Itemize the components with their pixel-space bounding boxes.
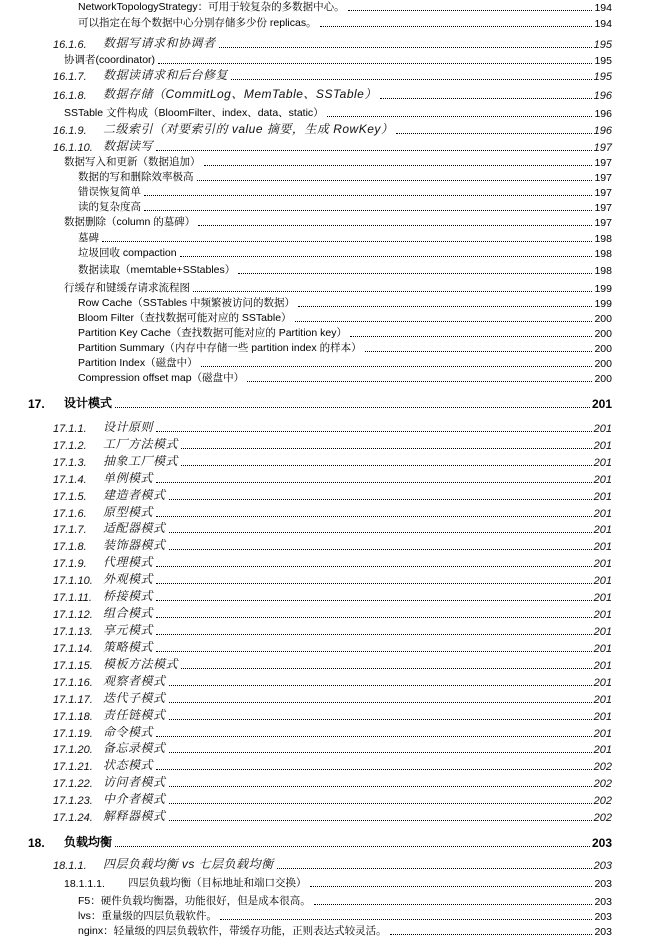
toc-entry[interactable] — [53, 757, 612, 773]
toc-dot-leader — [156, 617, 592, 618]
toc-entry[interactable] — [53, 808, 612, 824]
toc-entry[interactable] — [78, 245, 612, 260]
toc-entry[interactable] — [53, 774, 612, 790]
toc-entry-page-number: 203 — [594, 926, 612, 938]
toc-dot-leader — [295, 321, 593, 322]
toc-entry[interactable] — [64, 52, 612, 67]
toc-entry-page-number: 201 — [593, 643, 612, 655]
toc-dot-leader — [181, 465, 592, 466]
toc-dot-leader — [102, 241, 592, 242]
toc-entry-page-number: 200 — [594, 373, 612, 385]
toc-entry-page-number: 201 — [593, 660, 612, 672]
toc-entry-number: 16.1.7. — [53, 71, 87, 83]
toc-entry-number: 17.1.6. — [53, 508, 87, 520]
toc-entry-page-number: 197 — [594, 217, 612, 229]
toc-dot-leader — [231, 79, 592, 80]
toc-entry[interactable] — [53, 724, 612, 740]
toc-entry-number: 17.1.9. — [53, 558, 87, 570]
toc-entry[interactable] — [53, 35, 612, 51]
toc-dot-leader — [156, 769, 592, 770]
toc-entry-number: 17.1.15. — [53, 660, 93, 672]
toc-dot-leader — [365, 351, 593, 352]
toc-entry-page-number: 203 — [593, 860, 612, 872]
toc-entry-page-number: 201 — [593, 744, 612, 756]
toc-entry-title: 协调者(coordinator) — [64, 54, 156, 66]
toc-dot-leader — [156, 634, 592, 635]
toc-entry-number: 17.1.12. — [53, 609, 93, 621]
toc-entry-page-number: 202 — [593, 761, 612, 773]
toc-dot-leader — [320, 26, 593, 27]
toc-entry[interactable] — [64, 105, 612, 120]
toc-entry-title: F5：硬件负载均衡器，功能很好，但是成本很高。 — [78, 895, 311, 907]
toc-dot-leader — [169, 719, 592, 720]
toc-entry-title: 负载均衡 — [64, 835, 113, 849]
toc-entry-title: 桥接模式 — [103, 589, 154, 603]
toc-entry-page-number: 198 — [594, 248, 612, 260]
toc-entry-title: 可以指定在每个数据中心分别存储多少份 replicas。 — [78, 17, 317, 29]
toc-entry[interactable] — [53, 690, 612, 706]
toc-entry-number: 17.1.2. — [53, 440, 87, 452]
toc-dot-leader — [198, 225, 592, 226]
toc-entry-number: 17.1.3. — [53, 457, 87, 469]
toc-entry[interactable] — [78, 15, 612, 30]
toc-entry-title: 迭代子模式 — [103, 691, 166, 705]
toc-entry-page-number: 196 — [593, 90, 612, 102]
toc-entry[interactable] — [78, 370, 612, 385]
toc-entry-page-number: 198 — [594, 233, 612, 245]
toc-entry[interactable] — [53, 453, 612, 469]
toc-entry[interactable] — [53, 605, 612, 621]
toc-entry-title: 数据写入和更新（数据追加） — [64, 156, 201, 168]
toc-entry-page-number: 200 — [594, 343, 612, 355]
toc-dot-leader — [197, 180, 593, 181]
toc-entry[interactable] — [78, 310, 612, 325]
toc-entry-page-number: 201 — [593, 491, 612, 503]
toc-entry-title: 抽象工厂模式 — [103, 454, 179, 468]
toc-entry-number: 17.1.1. — [53, 423, 87, 435]
toc-entry[interactable] — [53, 673, 612, 689]
toc-entry[interactable] — [78, 262, 612, 277]
toc-entry-number: 17.1.5. — [53, 491, 87, 503]
toc-entry-title: 四层负载均衡 vs 七层负载均衡 — [103, 857, 274, 871]
toc-entry-page-number: 201 — [591, 397, 612, 411]
toc-entry-page-number: 195 — [593, 39, 612, 51]
toc-entry-page-number: 201 — [593, 677, 612, 689]
toc-entry[interactable] — [78, 0, 612, 14]
toc-entry-number: 17.1.18. — [53, 711, 93, 723]
toc-dot-leader — [156, 482, 592, 483]
toc-dot-leader — [169, 685, 592, 686]
toc-dot-leader — [180, 256, 593, 257]
toc-entry[interactable] — [64, 280, 612, 295]
toc-dot-leader — [169, 820, 592, 821]
toc-entry[interactable] — [64, 154, 612, 169]
toc-entry-number: 16.1.8. — [53, 90, 87, 102]
toc-entry[interactable] — [53, 537, 612, 553]
toc-entry-title: 状态模式 — [103, 758, 154, 772]
toc-entry-number: 18. — [28, 836, 45, 850]
toc-entry[interactable] — [53, 419, 612, 435]
toc-entry-title: 组合模式 — [103, 606, 154, 620]
toc-entry[interactable] — [53, 588, 612, 604]
toc-entry-number: 16.1.10. — [53, 142, 93, 154]
toc-entry-title: 二级索引（对要索引的 value 摘要，生成 RowKey） — [103, 122, 394, 136]
toc-dot-leader — [156, 736, 592, 737]
toc-dot-leader — [156, 150, 592, 151]
toc-entry-title: 策略模式 — [103, 640, 154, 654]
toc-entry-page-number: 200 — [594, 328, 612, 340]
toc-entry-number: 17.1.22. — [53, 778, 93, 790]
toc-entry[interactable] — [78, 340, 612, 355]
toc-entry-page-number: 194 — [594, 18, 612, 30]
toc-entry-number: 17.1.17. — [53, 694, 93, 706]
toc-dot-leader — [115, 846, 590, 847]
toc-dot-leader — [390, 934, 593, 935]
toc-entry[interactable] — [78, 908, 612, 923]
toc-dot-leader — [350, 336, 592, 337]
toc-entry-title: 数据删除（column 的墓碑） — [64, 216, 196, 228]
toc-entry-title: 设计原则 — [103, 420, 154, 434]
toc-entry[interactable] — [28, 833, 612, 850]
toc-entry-page-number: 201 — [593, 711, 612, 723]
toc-entry-number: 17.1.19. — [53, 728, 93, 740]
toc-entry-number: 17.1.16. — [53, 677, 93, 689]
toc-entry-page-number: 198 — [594, 265, 612, 277]
toc-dot-leader — [169, 702, 592, 703]
toc-entry[interactable] — [53, 121, 612, 137]
toc-entry-number: 17.1.11. — [53, 592, 92, 604]
toc-entry-title: 单例模式 — [103, 471, 154, 485]
toc-entry[interactable] — [53, 740, 612, 756]
toc-dot-leader — [156, 566, 592, 567]
toc-entry-title: 数据读取（memtable+SStables） — [78, 264, 236, 276]
toc-entry[interactable] — [64, 875, 612, 890]
toc-entry-title: 建造者模式 — [103, 488, 166, 502]
toc-entry-page-number: 196 — [594, 108, 612, 120]
toc-entry-title: 外观模式 — [103, 572, 154, 586]
toc-dot-leader — [169, 786, 592, 787]
toc-entry-title: 享元模式 — [103, 623, 154, 637]
toc-entry-title: 错误恢复简单 — [78, 186, 141, 198]
toc-entry-title: 代理模式 — [103, 555, 154, 569]
toc-entry[interactable] — [53, 86, 612, 102]
toc-entry[interactable] — [53, 436, 612, 452]
toc-entry-page-number: 199 — [594, 298, 612, 310]
toc-entry-number: 17.1.7. — [53, 524, 87, 536]
toc-dot-leader — [314, 904, 593, 905]
toc-dot-leader — [220, 919, 593, 920]
toc-entry-number: 17.1.4. — [53, 474, 87, 486]
toc-dot-leader — [181, 448, 592, 449]
toc-entry-page-number: 201 — [593, 609, 612, 621]
toc-entry-page-number: 197 — [594, 187, 612, 199]
toc-entry-page-number: 201 — [593, 694, 612, 706]
toc-entry-title: 垃圾回收 compaction — [78, 247, 177, 259]
toc-dot-leader — [219, 47, 592, 48]
toc-entry[interactable] — [78, 230, 612, 245]
toc-entry-title: Compression offset map（磁盘中） — [78, 372, 245, 384]
toc-entry-number: 17.1.24. — [53, 812, 93, 824]
toc-entry-page-number: 199 — [594, 283, 612, 295]
toc-entry-title: 行缓存和键缓存请求流程图 — [64, 282, 190, 294]
toc-entry-title: 访问者模式 — [103, 775, 166, 789]
toc-entry-number: 17.1.21. — [53, 761, 93, 773]
toc-entry-page-number: 197 — [594, 157, 612, 169]
toc-entry-page-number: 201 — [593, 508, 612, 520]
toc-entry-number: 16.1.9. — [53, 125, 87, 137]
toc-entry[interactable] — [28, 394, 612, 411]
toc-entry-title: 读的复杂度高 — [78, 201, 141, 213]
toc-entry-page-number: 201 — [593, 541, 612, 553]
toc-entry[interactable] — [53, 622, 612, 638]
toc-dot-leader — [169, 549, 592, 550]
toc-dot-leader — [156, 516, 592, 517]
toc-dot-leader — [310, 886, 593, 887]
toc-entry[interactable] — [53, 791, 612, 807]
toc-entry[interactable] — [53, 554, 612, 570]
toc-dot-leader — [156, 583, 592, 584]
toc-entry-title: lvs：重量级的四层负载软件。 — [78, 910, 217, 922]
toc-entry[interactable] — [53, 138, 612, 154]
toc-entry-title: 数据的写和删除效率极高 — [78, 171, 194, 183]
toc-entry-title: 命令模式 — [103, 725, 154, 739]
toc-entry[interactable] — [53, 487, 612, 503]
toc-entry-number: 17.1.10. — [53, 575, 93, 587]
toc-entry-page-number: 194 — [594, 2, 612, 14]
toc-entry-page-number: 203 — [594, 896, 612, 908]
toc-entry-page-number: 201 — [593, 457, 612, 469]
toc-entry-page-number: 203 — [594, 878, 612, 890]
toc-entry-title: 设计模式 — [64, 396, 113, 410]
toc-entry-title: 解释器模式 — [103, 809, 166, 823]
toc-entry[interactable] — [53, 656, 612, 672]
toc-entry-number: 17.1.20. — [53, 744, 93, 756]
toc-dot-leader — [247, 381, 592, 382]
toc-entry[interactable] — [53, 856, 612, 872]
toc-entry-title: 数据读请求和后台修复 — [103, 68, 229, 82]
toc-entry-title: Partition Key Cache（查找数据可能对应的 Partition key） — [78, 327, 347, 339]
toc-dot-leader — [396, 133, 591, 134]
toc-entry-number: 17.1.14. — [53, 643, 93, 655]
toc-entry-number: 18.1.1. — [53, 860, 87, 872]
toc-entry-page-number: 201 — [593, 423, 612, 435]
toc-entry-number: 18.1.1.1. — [64, 878, 105, 890]
toc-entry-title: 模板方法模式 — [103, 657, 179, 671]
toc-entry[interactable] — [64, 214, 612, 229]
toc-entry-title: SSTable 文件构成（BloomFilter、index、data、static） — [64, 107, 324, 119]
toc-dot-leader — [158, 63, 592, 64]
toc-entry[interactable] — [78, 893, 612, 908]
toc-dot-leader — [169, 532, 592, 533]
toc-entry-title: 责任链模式 — [103, 708, 166, 722]
toc-entry[interactable] — [78, 184, 612, 199]
toc-entry-number: 17.1.23. — [53, 795, 93, 807]
toc-entry-title: 适配器模式 — [103, 521, 166, 535]
toc-dot-leader — [144, 210, 592, 211]
toc-entry-page-number: 202 — [593, 795, 612, 807]
toc-entry-title: 原型模式 — [103, 505, 154, 519]
toc-entry[interactable] — [53, 470, 612, 486]
toc-entry-number: 17.1.8. — [53, 541, 87, 553]
toc-entry-title: 数据读写 — [103, 139, 154, 153]
toc-entry-title: 墓碑 — [78, 232, 99, 244]
toc-entry-title: 数据写请求和协调者 — [103, 36, 216, 50]
toc-entry-title: Partition Summary（内存中存储一些 partition index 的样本） — [78, 342, 362, 354]
toc-entry-title: 数据存储（CommitLog、MemTable、SSTable） — [103, 87, 377, 101]
toc-dot-leader — [169, 499, 592, 500]
toc-dot-leader — [380, 98, 592, 99]
toc-entry-page-number: 201 — [593, 626, 612, 638]
toc-dot-leader — [298, 306, 592, 307]
toc-entry-page-number: 201 — [593, 440, 612, 452]
toc-dot-leader — [169, 803, 592, 804]
toc-dot-leader — [156, 651, 592, 652]
toc-dot-leader — [169, 752, 592, 753]
toc-entry-number: 17.1.13. — [53, 626, 93, 638]
toc-entry-page-number: 201 — [593, 558, 612, 570]
toc-dot-leader — [348, 10, 593, 11]
toc-entry-page-number: 200 — [594, 313, 612, 325]
toc-entry-page-number: 201 — [593, 524, 612, 536]
toc-entry-title: 装饰器模式 — [103, 538, 166, 552]
toc-entry-page-number: 201 — [593, 592, 612, 604]
toc-dot-leader — [238, 273, 592, 274]
toc-entry[interactable] — [53, 707, 612, 723]
toc-dot-leader — [156, 431, 592, 432]
toc-dot-leader — [327, 116, 593, 117]
toc-entry-page-number: 203 — [591, 836, 612, 850]
toc-entry-title: NetworkTopologyStrategy：可用于较复杂的多数据中心。 — [78, 1, 345, 13]
toc-entry[interactable] — [78, 169, 612, 184]
toc-entry-number: 17. — [28, 397, 45, 411]
toc-entry[interactable] — [78, 199, 612, 214]
toc-entry-title: nginx：轻量级的四层负载软件，带缓存功能，正则表达式较灵活。 — [78, 925, 387, 937]
toc-dot-leader — [204, 165, 593, 166]
toc-entry-number: 16.1.6. — [53, 39, 87, 51]
toc-entry-page-number: 201 — [593, 728, 612, 740]
toc-entry-title: Partition Index（磁盘中） — [78, 357, 198, 369]
toc-entry-page-number: 202 — [593, 812, 612, 824]
toc-entry-page-number: 195 — [594, 55, 612, 67]
toc-entry-page-number: 200 — [594, 358, 612, 370]
toc-entry-page-number: 195 — [593, 71, 612, 83]
toc-entry[interactable] — [53, 571, 612, 587]
toc-entry-title: 备忘录模式 — [103, 741, 166, 755]
toc-entry[interactable] — [53, 504, 612, 520]
toc-dot-leader — [193, 291, 592, 292]
toc-dot-leader — [181, 668, 592, 669]
toc-entry[interactable] — [53, 520, 612, 536]
toc-dot-leader — [201, 366, 593, 367]
toc-entry[interactable] — [78, 355, 612, 370]
toc-entry[interactable] — [78, 325, 612, 340]
toc-entry-page-number: 197 — [594, 172, 612, 184]
toc-entry-title: 观察者模式 — [103, 674, 166, 688]
toc-dot-leader — [156, 600, 592, 601]
toc-entry-title: 中介者模式 — [103, 792, 166, 806]
toc-entry-page-number: 202 — [593, 778, 612, 790]
toc-entry-page-number: 201 — [593, 474, 612, 486]
toc-entry-page-number: 201 — [593, 575, 612, 587]
toc-dot-leader — [144, 195, 592, 196]
toc-entry-title: Bloom Filter（查找数据可能对应的 SSTable） — [78, 312, 292, 324]
toc-entry-title: Row Cache（SSTables 中频繁被访问的数据） — [78, 297, 296, 309]
toc-entry-page-number: 196 — [593, 125, 612, 137]
toc-entry-page-number: 197 — [594, 202, 612, 214]
toc-entry-title: 工厂方法模式 — [103, 437, 179, 451]
toc-entry[interactable] — [53, 67, 612, 83]
toc-entry[interactable] — [78, 295, 612, 310]
toc-entry[interactable] — [78, 923, 612, 938]
toc-entry-title: 四层负载均衡（目标地址和端口交换） — [128, 877, 307, 889]
toc-dot-leader — [277, 868, 592, 869]
toc-entry[interactable] — [53, 639, 612, 655]
toc-entry-page-number: 203 — [594, 911, 612, 923]
toc-dot-leader — [115, 407, 590, 408]
toc-entry-page-number: 197 — [593, 142, 612, 154]
